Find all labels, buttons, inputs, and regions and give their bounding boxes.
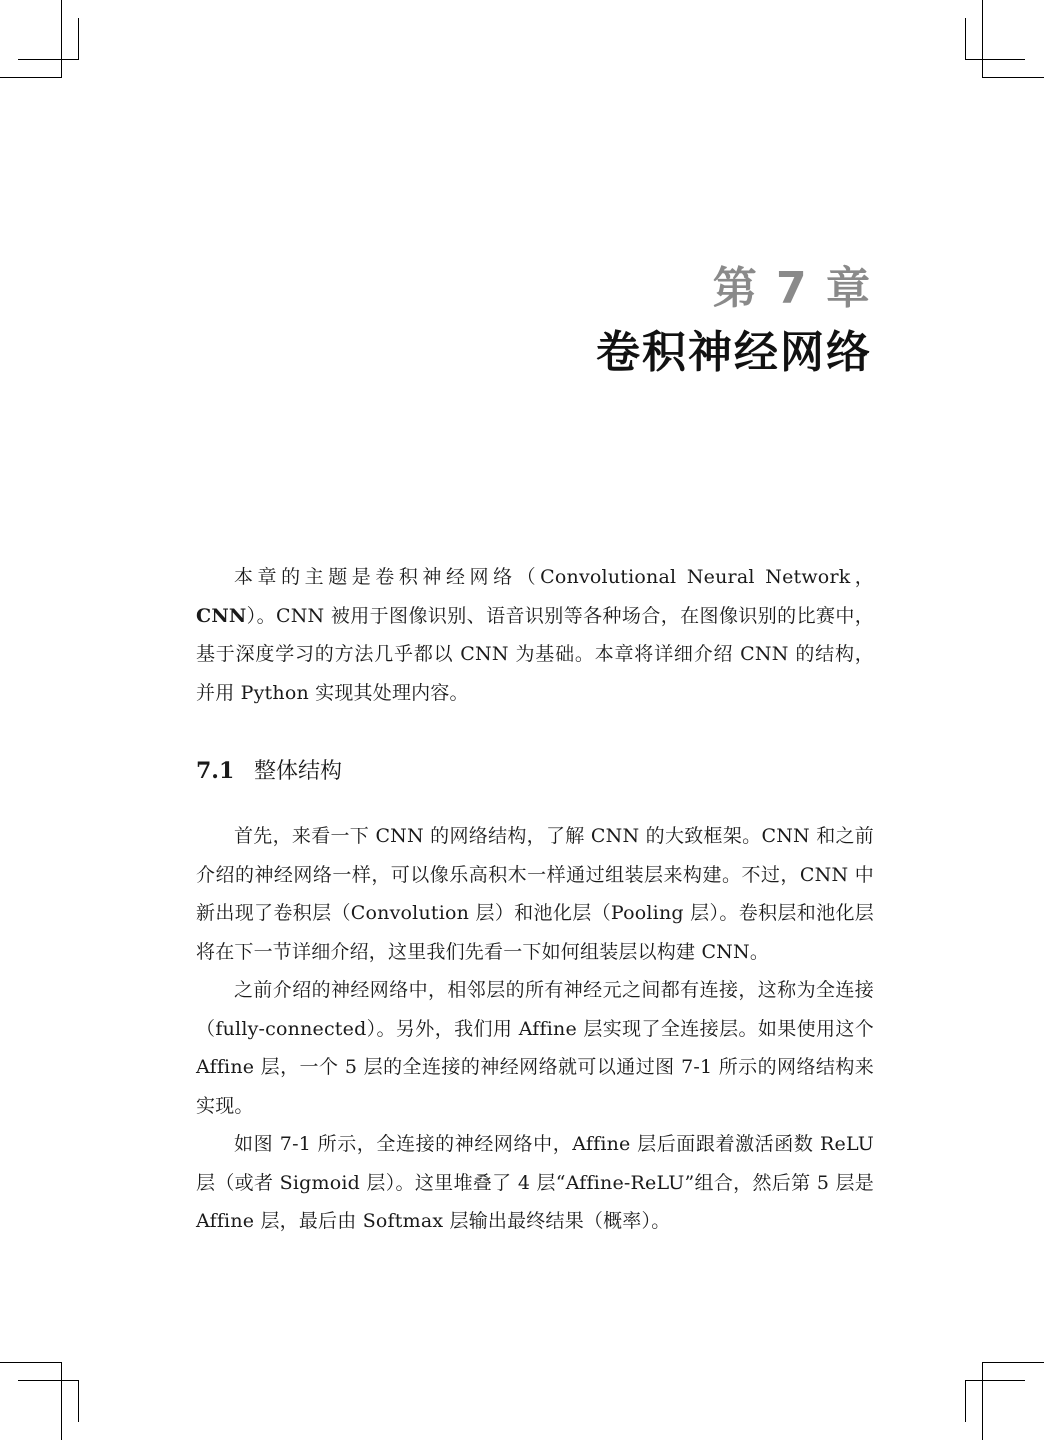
crop-mark-bottom-left-vertical: [61, 1362, 62, 1440]
crop-mark-top-left-vertical: [61, 0, 62, 77]
paragraph-fully-connected: [196, 971, 874, 1125]
paragraph-fc-text-a: 之前介绍的神经网络中，相邻层的所有神经元之间都有连接，这称为: [234, 979, 816, 1001]
crop-mark-top-right-horizontal: [965, 59, 1025, 60]
crop-mark-top-left-horizontal: [18, 59, 78, 60]
crop-mark-top-right-vertical-inner: [965, 18, 966, 60]
section-heading: [196, 754, 874, 785]
term-fully-connected: 全连接: [815, 979, 874, 1001]
crop-mark-bottom-left-vertical-inner: [78, 1380, 79, 1422]
section-number: 7.1: [196, 758, 235, 784]
crop-mark-bottom-left-horizontal-inner: [18, 1380, 78, 1381]
chapter-number: 第 7 章: [712, 263, 872, 314]
intro-abbr-cnn: CNN: [196, 604, 247, 627]
paragraph-fc-text-b: （fully-connected）。另外，我们用 Affine 层实现了全连接层。如果使用这个 Affine 层，一个 5 层的全连接的神经网络就可以通过图 7-1 所示的网络结构来实现。: [196, 1017, 874, 1117]
section-title: 整体结构: [254, 759, 343, 784]
paragraph-affine-relu: 如图 7-1 所示，全连接的神经网络中，Affine 层后面跟着激活函数 ReLU 层（或者 Sigmoid 层）。这里堆叠了 4 层“Affine-ReLU”组合，然后第 5 层是 Affine 层，最后由 Softmax 层输出最终结果（概率）。: [196, 1133, 874, 1232]
crop-mark-bottom-right-vertical: [982, 1362, 983, 1440]
chapter-body: [196, 558, 874, 1241]
crop-mark-bottom-right-horizontal-inner: [965, 1380, 1025, 1381]
crop-mark-top-right-vertical: [982, 0, 983, 77]
chapter-title: 卷积神经网络: [596, 327, 872, 378]
intro-paragraph: [196, 558, 874, 712]
crop-mark-top-right-horizontal-inner: [982, 77, 1044, 78]
intro-text-b: ）。CNN 被用于图像识别、语音识别等各种场合，在图像识别的比赛中，基于深度学习的方法几乎都以 CNN 为基础。本章将详细介绍 CNN 的结构，并用 Python 实现其处理内容。: [196, 604, 874, 704]
crop-mark-bottom-right-horizontal: [982, 1362, 1044, 1363]
crop-mark-bottom-left-horizontal: [0, 1362, 62, 1363]
paragraph-overview: 首先，来看一下 CNN 的网络结构，了解 CNN 的大致框架。CNN 和之前介绍的神经网络一样，可以像乐高积木一样通过组装层来构建。不过，CNN 中新出现了卷积层（Convolution 层）和池化层（Pooling 层）。卷积层和池化层将在下一节详细介绍，这里我们先看一下如何组装层以构建 CNN。: [196, 825, 874, 963]
intro-text-a: 本章的主题是卷积神经网络（Convolutional Neural Network，: [234, 566, 874, 588]
crop-mark-bottom-right-vertical-inner: [965, 1380, 966, 1422]
crop-mark-top-left-vertical-inner: [78, 18, 79, 60]
crop-mark-top-left-horizontal-inner: [0, 77, 62, 78]
